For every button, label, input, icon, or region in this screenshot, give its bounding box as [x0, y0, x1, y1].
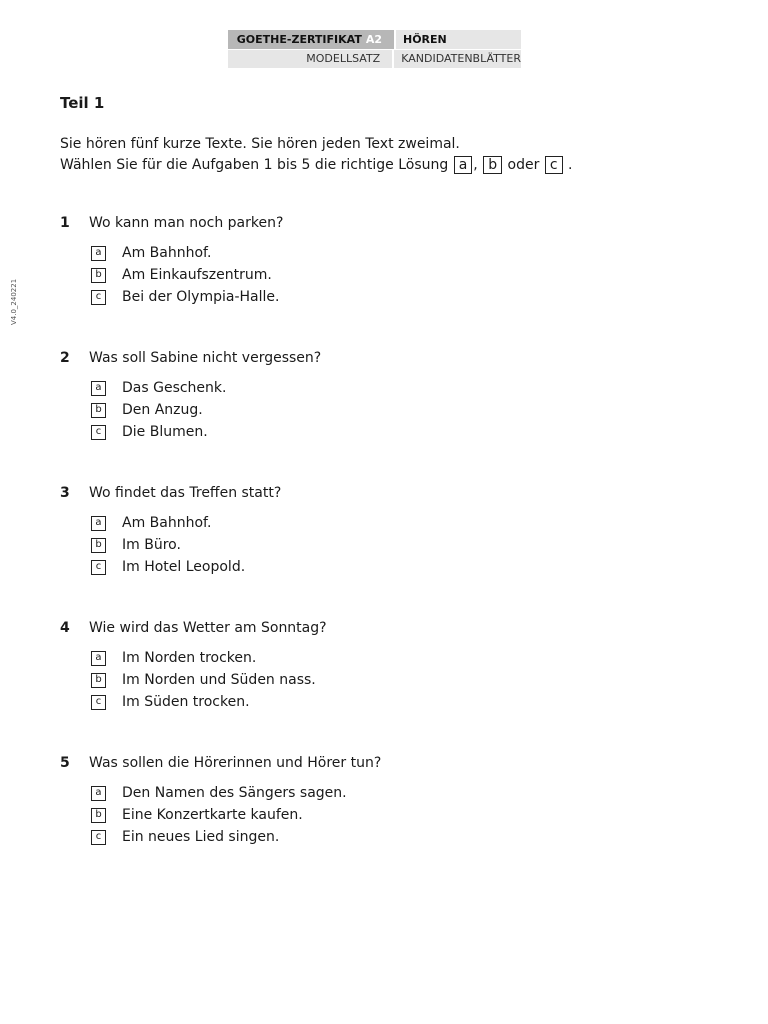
exam-header — [228, 30, 521, 68]
option-c[interactable] — [91, 286, 283, 308]
answer-box-c: c — [545, 156, 563, 174]
question-header — [60, 619, 327, 637]
question-text: Was sollen die Hörerinnen und Hörer tun? — [89, 755, 382, 771]
option-checkbox[interactable]: c — [91, 830, 106, 845]
instruction-line-2 — [60, 155, 572, 176]
option-text: Den Namen des Sängers sagen. — [122, 785, 347, 801]
option-checkbox[interactable]: a — [91, 516, 106, 531]
option-checkbox[interactable]: b — [91, 403, 106, 418]
comma: , — [473, 157, 478, 173]
option-text: Im Norden und Süden nass. — [122, 672, 316, 688]
option-list — [91, 242, 283, 308]
module-label: HÖREN — [396, 30, 521, 49]
option-a[interactable] — [91, 377, 321, 399]
option-text: Bei der Olympia-Halle. — [122, 289, 280, 305]
question-number: 1 — [60, 215, 70, 231]
option-a[interactable] — [91, 242, 283, 264]
option-text: Im Büro. — [122, 537, 181, 553]
option-text: Im Norden trocken. — [122, 650, 257, 666]
option-checkbox[interactable]: a — [91, 246, 106, 261]
question-text: Wo kann man noch parken? — [89, 215, 284, 231]
option-checkbox[interactable]: b — [91, 673, 106, 688]
question-number: 2 — [60, 350, 70, 366]
option-checkbox[interactable]: a — [91, 381, 106, 396]
option-text: Die Blumen. — [122, 424, 208, 440]
option-c[interactable] — [91, 691, 327, 713]
exam-title-cell — [228, 30, 394, 49]
question-header — [60, 754, 381, 772]
option-checkbox[interactable]: a — [91, 651, 106, 666]
question-header — [60, 484, 281, 502]
question-number: 3 — [60, 485, 70, 501]
option-text: Eine Konzertkarte kaufen. — [122, 807, 303, 823]
option-b[interactable] — [91, 804, 381, 826]
option-text: Im Süden trocken. — [122, 694, 250, 710]
option-list — [91, 782, 381, 848]
option-checkbox[interactable]: c — [91, 290, 106, 305]
option-checkbox[interactable]: c — [91, 560, 106, 575]
answer-box-b: b — [483, 156, 502, 174]
question-text: Was soll Sabine nicht vergessen? — [89, 350, 322, 366]
option-text: Am Bahnhof. — [122, 245, 212, 261]
option-text: Am Einkaufszentrum. — [122, 267, 272, 283]
question-text: Wo findet das Treffen statt? — [89, 485, 282, 501]
option-checkbox[interactable]: a — [91, 786, 106, 801]
option-a[interactable] — [91, 782, 381, 804]
option-text: Ein neues Lied singen. — [122, 829, 280, 845]
instruction-line-2-text: Wählen Sie für die Aufgaben 1 bis 5 die richtige Lösung — [60, 157, 449, 173]
question-number: 4 — [60, 620, 70, 636]
side-version-code: V4.0_240221 — [10, 278, 18, 325]
option-b[interactable] — [91, 399, 321, 421]
question-header — [60, 214, 283, 232]
sheet-label: KANDIDATENBLÄTTER — [401, 52, 521, 65]
option-a[interactable] — [91, 512, 281, 534]
question-3 — [60, 484, 281, 578]
option-checkbox[interactable]: b — [91, 538, 106, 553]
option-text: Das Geschenk. — [122, 380, 227, 396]
option-list — [91, 512, 281, 578]
option-list — [91, 647, 327, 713]
answer-box-a: a — [454, 156, 473, 174]
header-row-bottom — [228, 50, 521, 68]
option-b[interactable] — [91, 264, 283, 286]
option-checkbox[interactable]: c — [91, 695, 106, 710]
instructions — [60, 134, 572, 176]
option-c[interactable] — [91, 421, 321, 443]
question-text: Wie wird das Wetter am Sonntag? — [89, 620, 327, 636]
option-text: Am Bahnhof. — [122, 515, 212, 531]
question-2 — [60, 349, 321, 443]
question-header — [60, 349, 321, 367]
option-list — [91, 377, 321, 443]
set-label: MODELLSATZ — [306, 52, 381, 65]
exam-label: GOETHE-ZERTIFIKAT — [236, 33, 362, 46]
option-text: Den Anzug. — [122, 402, 203, 418]
option-a[interactable] — [91, 647, 327, 669]
oder-text: oder — [507, 157, 540, 173]
question-4 — [60, 619, 327, 713]
question-number: 5 — [60, 755, 70, 771]
period: . — [567, 157, 573, 173]
level-label: A2 — [365, 33, 382, 46]
option-checkbox[interactable]: b — [91, 268, 106, 283]
option-checkbox[interactable]: b — [91, 808, 106, 823]
instruction-line-1: Sie hören fünf kurze Texte. Sie hören jeden Text zweimal. — [60, 136, 460, 152]
option-checkbox[interactable]: c — [91, 425, 106, 440]
option-c[interactable] — [91, 826, 381, 848]
question-5 — [60, 754, 381, 848]
option-b[interactable] — [91, 669, 327, 691]
section-title: Teil 1 — [60, 94, 105, 112]
option-text: Im Hotel Leopold. — [122, 559, 246, 575]
option-c[interactable] — [91, 556, 281, 578]
option-b[interactable] — [91, 534, 281, 556]
question-1 — [60, 214, 283, 308]
header-row-top — [228, 30, 521, 49]
